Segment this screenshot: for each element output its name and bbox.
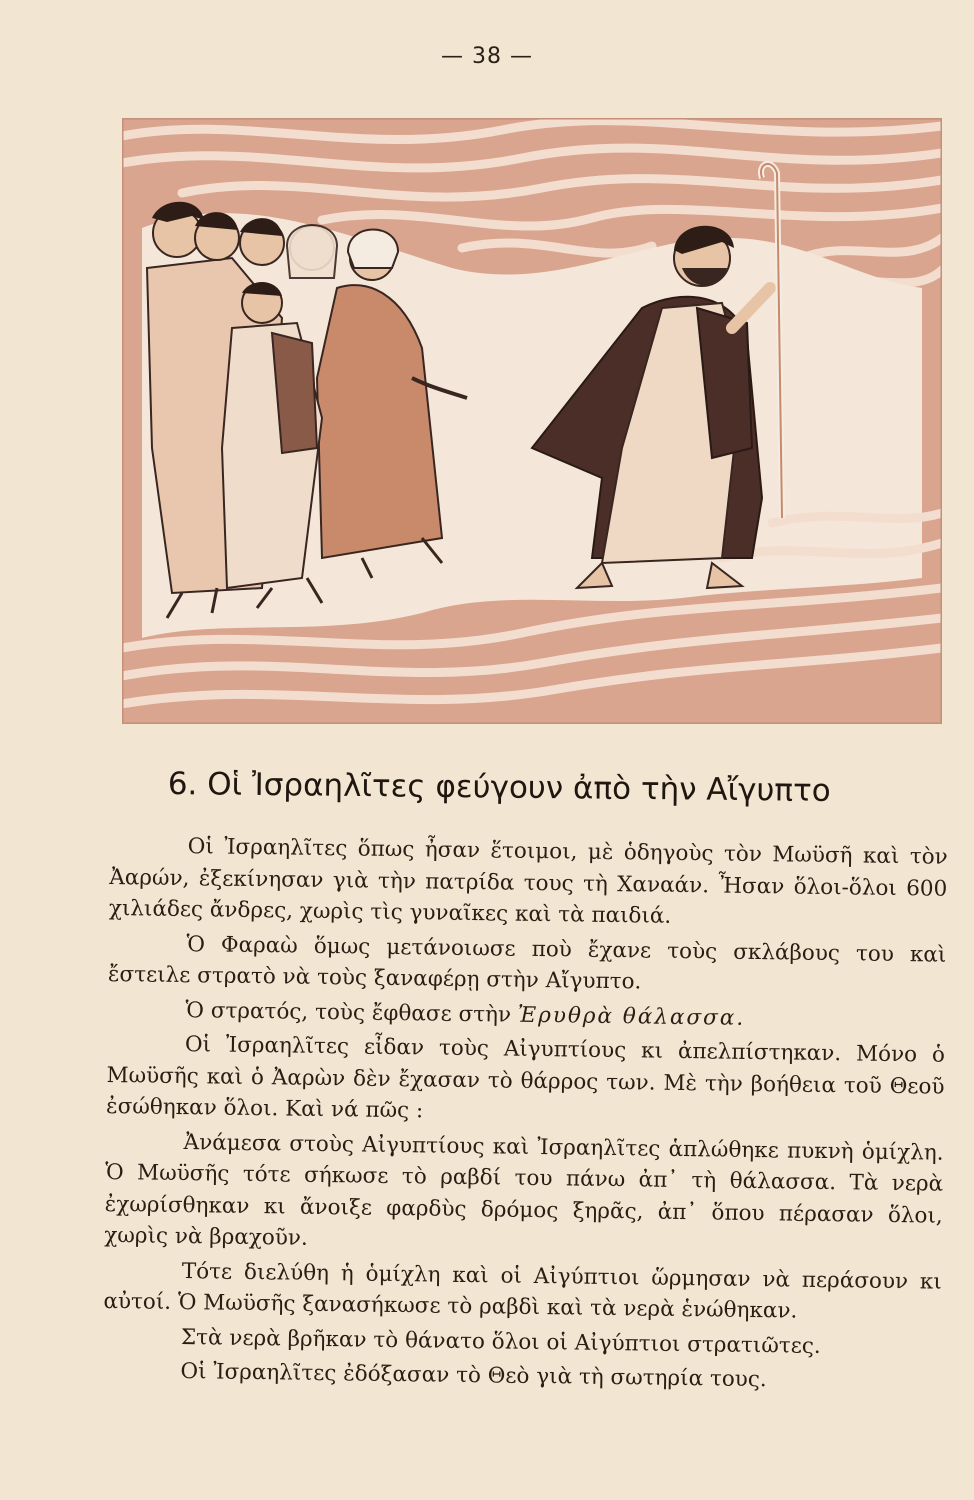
section-title: 6. Οἱ Ἰσραηλῖτες φεύγουν ἀπὸ τὴν Αἴγυπτο: [167, 766, 831, 809]
illustration-svg: [122, 118, 942, 724]
paragraph-4: Οἱ Ἰσραηλῖτες εἶδαν τοὺς Αἰγυπτίους κι ἀπελπίστηκαν. Μόνο ὁ Μωϋσῆς καὶ ὁ Ἀαρὼν δὲν ἔχασαν τὸ θάρρος των. Μὲ τὴν βοήθεια τοῦ Θεοῦ ἐσώθηκαν ὅλοι. Καὶ νά πῶς :: [105, 1032, 946, 1124]
paragraph-6: Τότε διελύθη ἡ ὁμίχλη καὶ οἱ Αἰγύπτιοι ὥρμησαν νὰ περάσουν κι αὐτοί. Ὁ Μωϋσῆς ξανασήκωσε τὸ ραβδὶ καὶ τὰ νερὰ ἑνώθηκαν.: [103, 1258, 942, 1324]
paragraph-7: Στὰ νερὰ βρῆκαν τὸ θάνατο ὅλοι οἱ Αἰγύπτιοι στρατιῶτες.: [180, 1324, 821, 1359]
paragraph-5: Ἀνάμεσα στοὺς Αἰγυπτίους καὶ Ἰσραηλῖτες ἁπλώθηκε πυκνὴ ὁμίχλη. Ὁ Μωϋσῆς τότε σήκωσε τὸ ραβδί του πάνω ἀπ᾿ τὴ θάλασσα. Τὰ νερὰ ἐχωρίσθηκαν κι ἄνοιξε φαρδὺς δρόμος ξηρᾶς, ἀπ᾿ ὅπου πέρασαν ὅλοι, χωρὶς νὰ βραχοῦν.: [104, 1129, 944, 1251]
page-number: — 38 —: [441, 44, 533, 69]
paragraph-8: Οἱ Ἰσραηλῖτες ἐδόξασαν τὸ Θεὸ γιὰ τὴ σωτηρία τους.: [180, 1359, 767, 1393]
paragraph-3-emphasis: Ἐρυθρὰ θάλασσα.: [517, 1002, 746, 1031]
paragraph-3-lead: Ὁ στρατός, τοὺς ἔφθασε στὴν: [185, 997, 519, 1028]
body-text: [102, 830, 948, 1401]
paragraph-2: Ὁ Φαραὼ ὅμως μετάνοιωσε ποὺ ἔχανε τοὺς σκλάβους του καὶ ἔστειλε στρατὸ νὰ τοὺς ξαναφέρῃ στὴν Αἴγυπτο.: [107, 931, 947, 995]
paragraph-1: Οἱ Ἰσραηλῖτες ὅπως ἦσαν ἕτοιμοι, μὲ ὁδηγοὺς τὸν Μωϋσῆ καὶ τὸν Ἀαρών, ἐξεκίνησαν γιὰ τὴν πατρίδα τους τὴ Χαναάν. Ἦσαν ὅλοι-ὅλοι 600 χιλιάδες ἄνδρες, χωρὶς τὶς γυναῖκες καὶ τὰ παιδιά.: [108, 834, 948, 929]
illustration-crossing-red-sea: [122, 118, 942, 724]
